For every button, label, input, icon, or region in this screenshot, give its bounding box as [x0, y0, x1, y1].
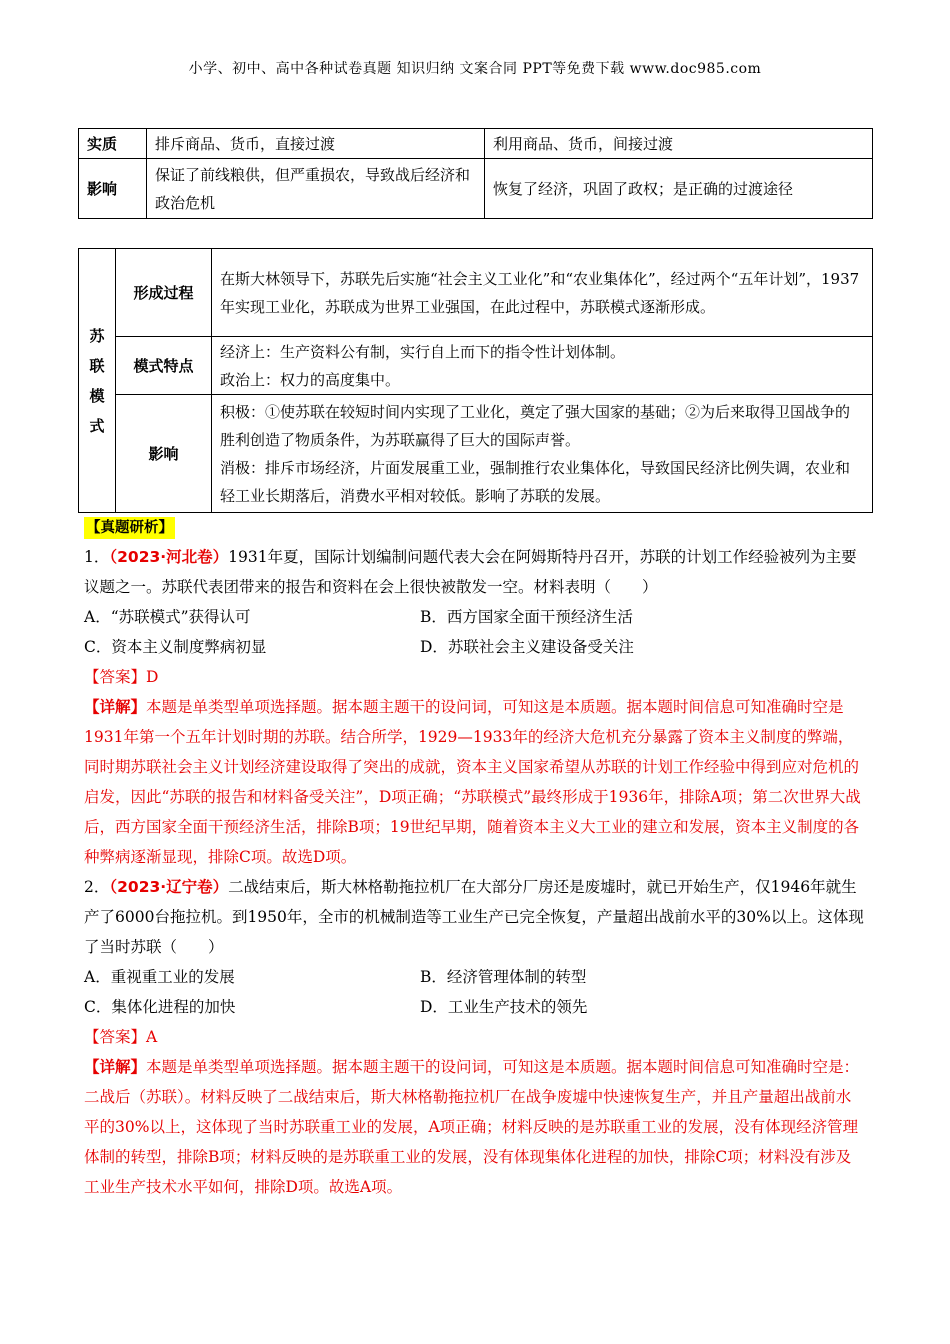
question-number: 1． — [84, 548, 110, 566]
row-label: 影响 — [116, 395, 212, 513]
questions-section — [84, 512, 864, 1202]
table-row — [79, 129, 873, 159]
row-label: 形成过程 — [116, 249, 212, 337]
option: C．资本主义制度弊病初显 — [84, 638, 267, 656]
side-label — [79, 249, 116, 513]
options-row — [84, 992, 864, 1022]
table-cell — [212, 395, 873, 513]
row-label: 模式特点 — [116, 337, 212, 395]
option: B．西方国家全面干预经济生活 — [420, 608, 633, 626]
explanation — [84, 692, 864, 872]
options-row — [84, 632, 864, 662]
option: A．重视重工业的发展 — [84, 968, 235, 986]
cell-text: 积极：①使苏联在较短时间内实现了工业化，奠定了强大国家的基础；②为后来取得卫国战争的胜利创造了物质条件，为苏联赢得了巨大的国际声誉。 — [220, 402, 851, 449]
option: C．集体化进程的加快 — [84, 998, 236, 1016]
question-stem — [84, 542, 864, 602]
detail-tag: 【详解】 — [84, 1058, 147, 1076]
cell-text: 消极：排斥市场经济，片面发展重工业，强制推行农业集体化，导致国民经济比例失调，农业和轻工业长期落后，消费水平相对较低。影响了苏联的发展。 — [220, 458, 851, 505]
side-char: 模 — [89, 386, 105, 405]
table-cell — [212, 337, 873, 395]
soviet-model-table — [78, 248, 873, 513]
option: A．“苏联模式”获得认可 — [84, 608, 251, 626]
table-cell — [212, 249, 873, 337]
options-row — [84, 602, 864, 632]
table-row — [79, 159, 873, 219]
question-source: （2023·辽宁卷） — [109, 878, 229, 896]
question-text: 1931年夏，国际计划编制问题代表大会在阿姆斯特丹召开，苏联的计划工作经验被列为主要议题之一。苏联代表团带来的报告和资料在会上很快被散发一空。材料表明（ ） — [84, 548, 857, 596]
answer: 【答案】D — [84, 668, 159, 686]
table-row — [79, 337, 873, 395]
question-number: 2． — [84, 878, 110, 896]
page-header: 小学、初中、高中各种试卷真题 知识归纳 文案合同 PPT等免费下载 www.doc985.com — [188, 61, 762, 77]
option: D．工业生产技术的领先 — [420, 998, 588, 1016]
table-cell: 恢复了经济，巩固了政权；是正确的过渡途径 — [485, 159, 873, 219]
detail-tag: 【详解】 — [84, 698, 147, 716]
row-label: 实质 — [79, 129, 147, 159]
comparison-table — [78, 128, 873, 219]
table-cell: 排斥商品、货币，直接过渡 — [147, 129, 485, 159]
question-text: 二战结束后，斯大林格勒拖拉机厂在大部分厂房还是废墟时，就已开始生产，仅1946年就生产了6000台拖拉机。到1950年，全市的机械制造等工业生产已完全恢复，产量超出战前水平的30%以上。这体现了当时苏联（ ） — [84, 878, 864, 956]
cell-text: 政治上：权力的高度集中。 — [220, 370, 401, 389]
side-char: 式 — [89, 416, 105, 435]
table-row — [79, 395, 873, 513]
row-label: 影响 — [79, 159, 147, 219]
explanation — [84, 1052, 864, 1202]
section-tag: 【真题研析】 — [84, 517, 175, 539]
side-char: 联 — [89, 356, 105, 375]
cell-text: 在斯大林领导下，苏联先后实施“社会主义工业化”和“农业集体化”，经过两个“五年计划”，1937年实现工业化，苏联成为世界工业强国，在此过程中，苏联模式逐渐形成。 — [220, 269, 860, 316]
option: B．经济管理体制的转型 — [420, 968, 587, 986]
table-cell: 利用商品、货币，间接过渡 — [485, 129, 873, 159]
detail-text: 本题是单类型单项选择题。据本题主题干的设问词，可知这是本质题。据本题时间信息可知准确时空是1931年第一个五年计划时期的苏联。结合所学，1929—1933年的经济大危机充分暴露了资本主义制度的弊端，同时期苏联社会主义计划经济建设取得了突出的成就，资本主义国家希望从苏联的计划工作经验中得到应对危机的启发，因此“苏联的报告和材料备受关注”，D项正确；“苏联模式”最终形成于1936年，排除A项；第二次世界大战后，西方国家全面干预经济生活，排除B项；19世纪早期，随着资本主义大工业的建立和发展，资本主义制度的各种弊病逐渐显现，排除C项。故选D项。 — [84, 698, 861, 866]
options-row — [84, 962, 864, 992]
side-char: 苏 — [89, 326, 105, 345]
question-source: （2023·河北卷） — [109, 548, 229, 566]
cell-text: 经济上：生产资料公有制，实行自上而下的指令性计划体制。 — [220, 342, 626, 361]
answer: 【答案】A — [84, 1028, 158, 1046]
table-row — [79, 249, 873, 337]
detail-text: 本题是单类型单项选择题。据本题主题干的设问词，可知这是本质题。据本题时间信息可知准确时空是：二战后（苏联）。材料反映了二战结束后，斯大林格勒拖拉机厂在战争废墟中快速恢复生产，并且产量超出战前水平的30%以上，这体现了当时苏联重工业的发展，A项正确；材料反映的是苏联重工业的发展，没有体现经济管理体制的转型，排除B项；材料反映的是苏联重工业的发展，没有体现集体化进程的加快，排除C项；材料没有涉及工业生产技术水平如何，排除D项。故选A项。 — [84, 1058, 860, 1196]
question-stem — [84, 872, 864, 962]
table-cell: 保证了前线粮供，但严重损农，导致战后经济和政治危机 — [147, 159, 485, 219]
option: D．苏联社会主义建设备受关注 — [420, 638, 634, 656]
